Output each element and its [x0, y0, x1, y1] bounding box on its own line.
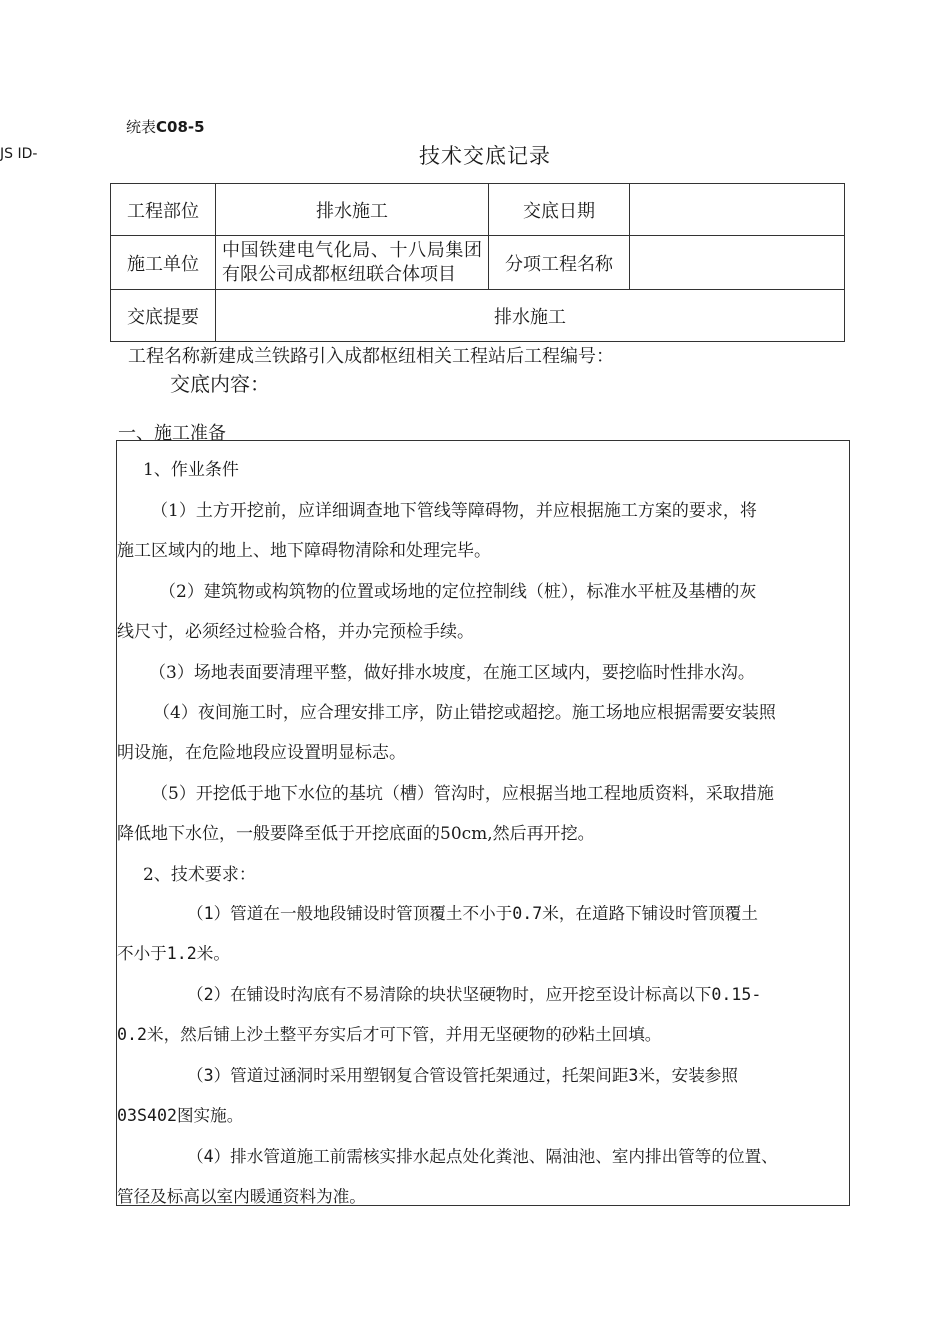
paragraph-line: 线尺寸，必须经过检验合格，并办完预检手续。 [117, 622, 474, 642]
content-label: 交底内容： [170, 372, 270, 396]
paragraph-line: （4）夜间施工时，应合理安排工序，防止错挖或超挖。施工场地应根据需要安装照 [153, 703, 776, 723]
project-part-label: 工程部位 [111, 184, 216, 236]
content-box [116, 440, 850, 1206]
section-title: 一、施工准备 [118, 423, 226, 444]
paragraph-line: （2）在铺设时沟底有不易清除的块状坚硬物时，应开挖至设计标高以下0.15- [187, 985, 762, 1004]
summary-label: 交底提要 [111, 290, 216, 342]
subitem-name-value [630, 236, 845, 290]
document-title: 技术交底记录 [419, 144, 551, 168]
paragraph-line: （2）建筑物或构筑物的位置或场地的定位控制线（桩），标准水平桩及基槽的灰 [159, 582, 757, 602]
subitem-name-label: 分项工程名称 [489, 236, 630, 290]
info-table [110, 183, 845, 342]
paragraph-line: （3）场地表面要清理平整，做好排水坡度，在施工区域内，要挖临时性排水沟。 [149, 663, 755, 683]
paragraph-line: 管径及标高以室内暖通资料为准。 [117, 1187, 366, 1206]
project-part-value: 排水施工 [216, 184, 489, 236]
paragraph-line: （5）开挖低于地下水位的基坑（槽）管沟时，应根据当地工程地质资料，采取措施 [151, 784, 774, 804]
form-code-prefix: 统表 [126, 118, 157, 136]
paragraph-line: （1）管道在一般地段铺设时管顶覆土不小于0.7米，在道路下铺设时管顶覆土 [187, 904, 758, 923]
handover-date-value [630, 184, 845, 236]
heading-work-conditions: 1、作业条件 [143, 460, 239, 480]
project-name-line: 工程名称新建成兰铁路引入成都枢纽相关工程站后工程编号： [128, 346, 614, 367]
form-code [126, 116, 205, 137]
handover-date-label: 交底日期 [489, 184, 630, 236]
table-row [111, 184, 845, 236]
summary-value: 排水施工 [216, 290, 845, 342]
paragraph-line: 03S402图实施。 [117, 1106, 244, 1125]
construction-unit-label: 施工单位 [111, 236, 216, 290]
paragraph-line: （3）管道过涵洞时采用塑钢复合管设管托架通过，托架间距3米，安装参照 [187, 1066, 738, 1085]
heading-technical-requirements: 2、技术要求： [143, 865, 256, 885]
table-row [111, 290, 845, 342]
construction-unit-value: 中国铁建电气化局、十八局集团有限公司成都枢纽联合体项目 [222, 239, 482, 285]
paragraph-line: 不小于1.2米。 [117, 944, 230, 963]
form-code-number: C08-5 [156, 118, 205, 136]
cutoff-header-text: JS ID- [0, 146, 38, 162]
paragraph-line: 0.2米，然后铺上沙土整平夯实后才可下管，并用无坚硬物的砂粘土回填。 [117, 1025, 662, 1044]
paragraph-line: 明设施，在危险地段应设置明显标志。 [117, 743, 406, 763]
paragraph-line: （1）土方开挖前，应详细调查地下管线等障碍物，并应根据施工方案的要求，将 [151, 501, 757, 521]
paragraph-line: 施工区域内的地上、地下障碍物清除和处理完毕。 [117, 541, 491, 561]
table-row [111, 236, 845, 290]
paragraph-line: 降低地下水位，一般要降至低于开挖底面的50cm,然后再开挖。 [117, 824, 595, 844]
paragraph-line: （4）排水管道施工前需核实排水起点处化粪池、隔油池、室内排出管等的位置、 [187, 1147, 778, 1166]
construction-unit-cell [216, 236, 489, 290]
